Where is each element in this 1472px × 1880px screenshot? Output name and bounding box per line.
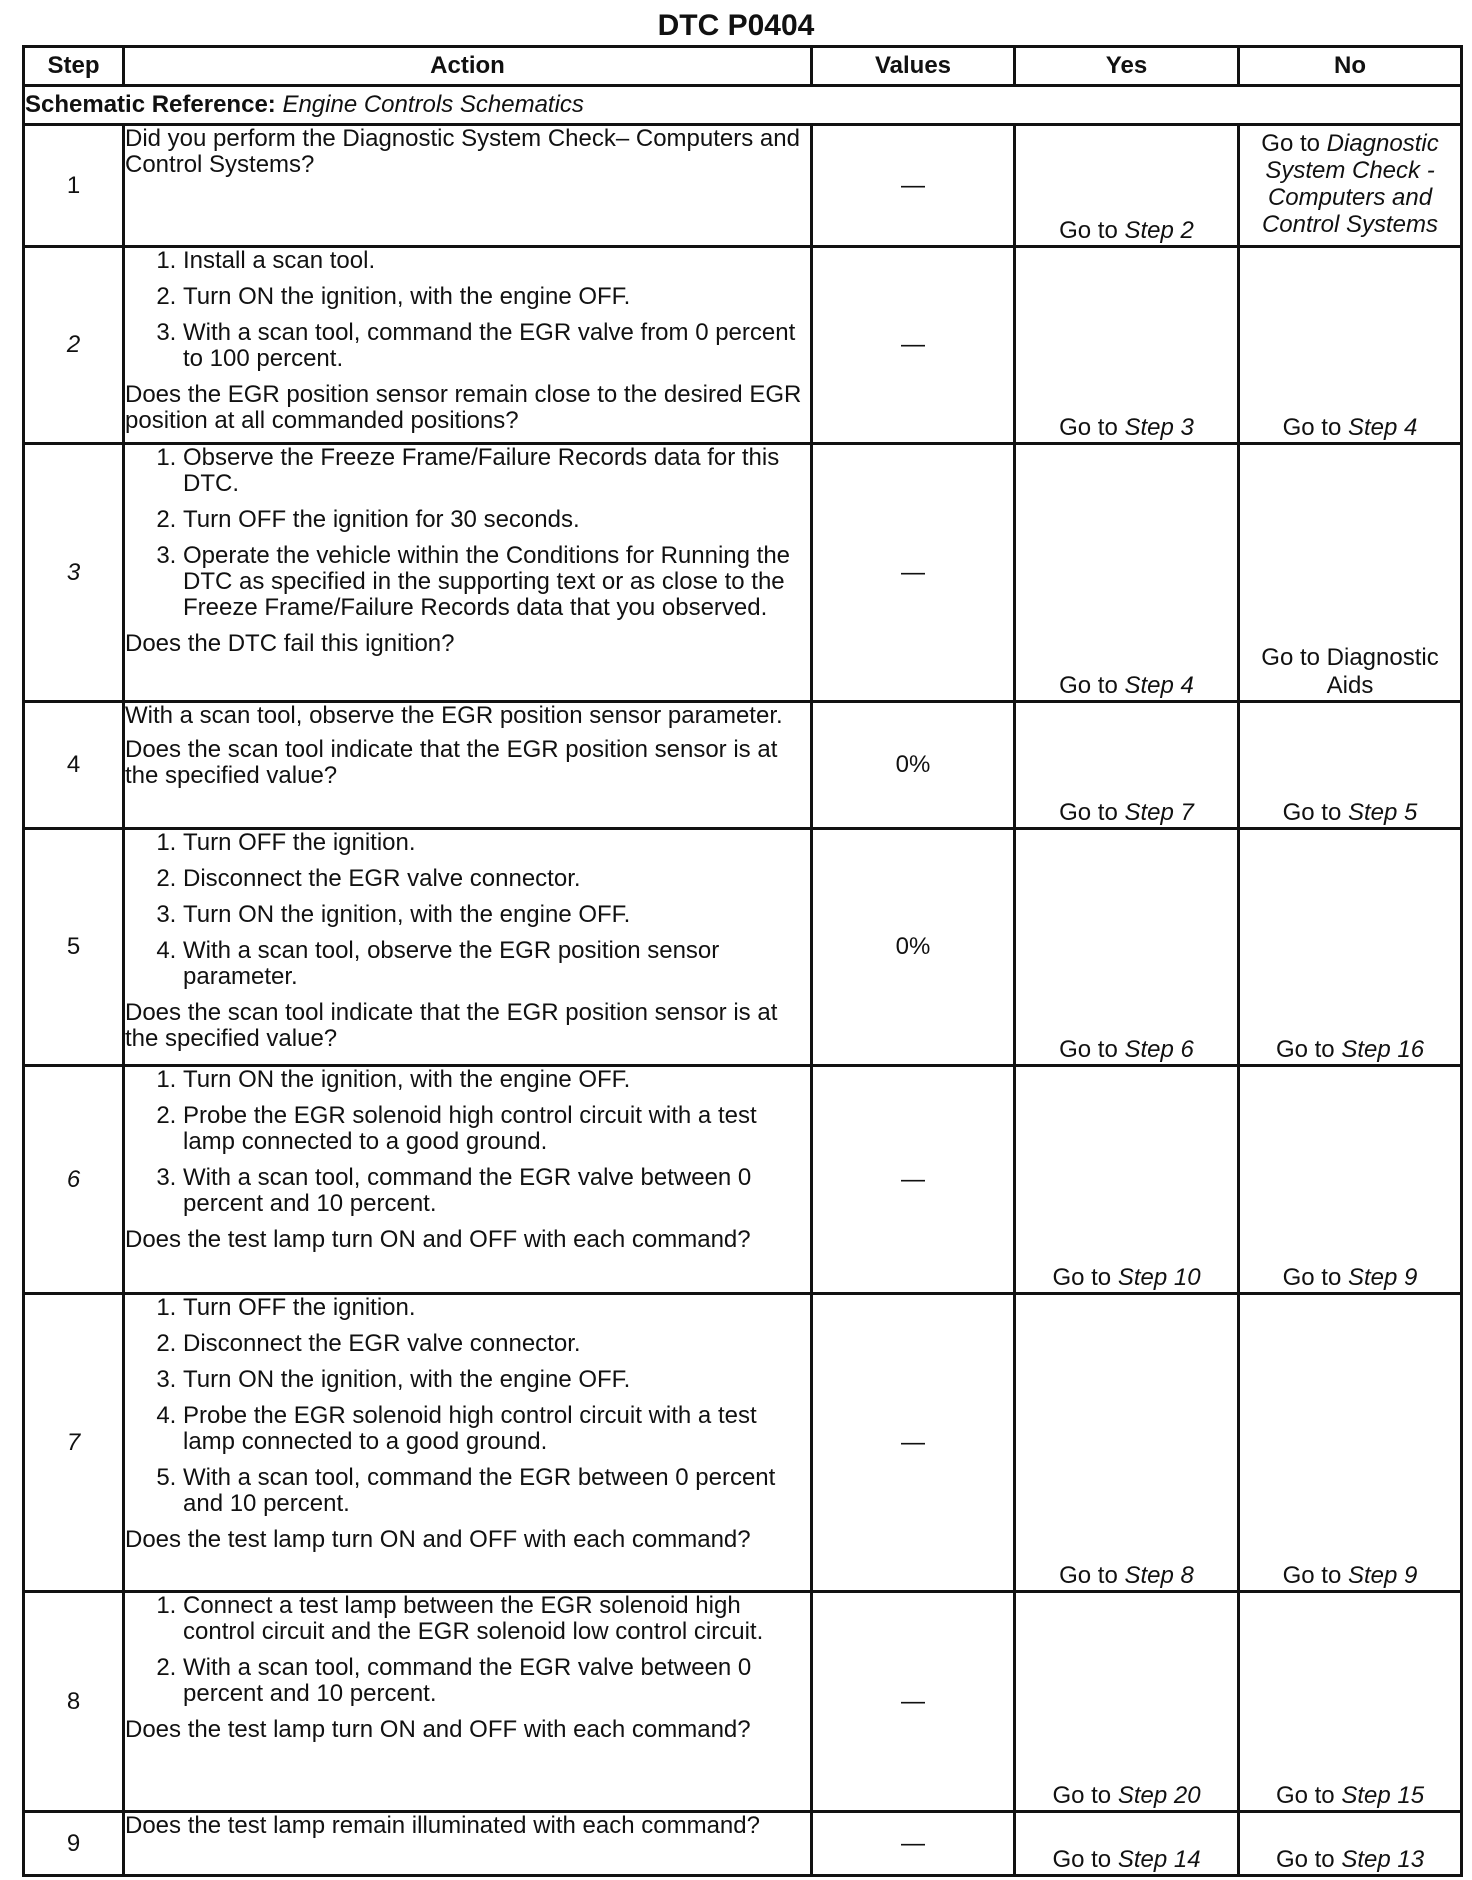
action-step-item: 1. Observe the Freeze Frame/Failure Records data for this DTC. bbox=[183, 445, 810, 497]
action-question: Did you perform the Diagnostic System Check– Computers and Control Systems? bbox=[125, 125, 800, 178]
table-row bbox=[24, 1066, 1462, 1294]
action-step-item: 1. Turn OFF the ignition. bbox=[183, 830, 810, 856]
action-step-item: 2. Disconnect the EGR valve connector. bbox=[183, 866, 810, 892]
goto-label: Go to bbox=[1052, 1782, 1112, 1809]
action-step-item: 3. Turn ON the ignition, with the engine OFF. bbox=[183, 902, 810, 928]
action-question: Does the test lamp remain illuminated with each command? bbox=[125, 1812, 760, 1839]
table-row bbox=[24, 247, 1462, 444]
no-cell bbox=[1239, 702, 1462, 829]
yes-cell bbox=[1015, 702, 1239, 829]
table-row bbox=[24, 829, 1462, 1066]
action-step-item: 3. With a scan tool, command the EGR valve between 0 percent and 10 percent. bbox=[183, 1165, 810, 1217]
action-cell bbox=[124, 829, 812, 1066]
goto-label: Go to bbox=[1052, 1846, 1112, 1873]
action-step-item: 2. Probe the EGR solenoid high control circuit with a test lamp connected to a good ground. bbox=[183, 1103, 810, 1155]
yes-step-link[interactable]: Step 6 bbox=[1124, 1036, 1194, 1063]
no-step-link[interactable]: Step 16 bbox=[1341, 1036, 1425, 1063]
action-cell bbox=[124, 125, 812, 247]
action-question: Does the test lamp turn ON and OFF with each command? bbox=[125, 1716, 751, 1743]
yes-cell bbox=[1015, 829, 1239, 1066]
no-cell bbox=[1239, 1592, 1462, 1812]
table-row bbox=[24, 702, 1462, 829]
yes-step-link[interactable]: Step 8 bbox=[1124, 1562, 1194, 1589]
yes-cell bbox=[1015, 1812, 1239, 1876]
action-cell bbox=[124, 1066, 812, 1294]
yes-cell bbox=[1015, 247, 1239, 444]
header-step: Step bbox=[24, 47, 124, 86]
value-cell: 0% bbox=[812, 829, 1015, 1066]
yes-cell bbox=[1015, 1294, 1239, 1592]
action-step-item: 5. With a scan tool, command the EGR between 0 percent and 10 percent. bbox=[183, 1465, 810, 1517]
page-title: DTC P0404 bbox=[657, 9, 815, 42]
goto-label: Go to bbox=[1275, 1782, 1335, 1809]
value-cell: — bbox=[812, 444, 1015, 702]
no-link[interactable]: Diagnostic System Check - Computers and Control Systems bbox=[1261, 130, 1439, 238]
action-cell bbox=[124, 1812, 812, 1876]
diagnostic-table bbox=[22, 45, 1463, 1877]
goto-label: Go to bbox=[1059, 217, 1118, 244]
action-steps bbox=[125, 1593, 810, 1707]
goto-label: Go to bbox=[1059, 1562, 1118, 1589]
schematic-label: Schematic Reference: bbox=[25, 91, 276, 118]
no-cell bbox=[1239, 1066, 1462, 1294]
value-cell: — bbox=[812, 1294, 1015, 1592]
goto-label: Go to bbox=[1059, 799, 1118, 826]
goto-label: Go to bbox=[1282, 1264, 1342, 1291]
step-number: 6 bbox=[24, 1066, 124, 1294]
yes-cell bbox=[1015, 444, 1239, 702]
no-step-link[interactable]: Step 9 bbox=[1347, 1264, 1418, 1291]
step-number: 2 bbox=[24, 247, 124, 444]
action-steps bbox=[125, 445, 810, 621]
goto-label: Go to bbox=[1282, 414, 1342, 441]
value-cell: — bbox=[812, 247, 1015, 444]
goto-label: Go to bbox=[1282, 799, 1342, 826]
yes-step-link[interactable]: Step 10 bbox=[1117, 1264, 1201, 1291]
action-steps bbox=[125, 248, 810, 372]
no-text[interactable]: Go to Diagnostic Aids bbox=[1261, 644, 1439, 699]
goto-label: Go to bbox=[1059, 414, 1118, 441]
no-cell bbox=[1239, 1294, 1462, 1592]
yes-step-link[interactable]: Step 2 bbox=[1124, 217, 1194, 244]
goto-label: Go to bbox=[1059, 672, 1118, 699]
action-step-item: 3. Turn ON the ignition, with the engine OFF. bbox=[183, 1367, 810, 1393]
step-number: 8 bbox=[24, 1592, 124, 1812]
goto-label: Go to bbox=[1282, 1562, 1342, 1589]
no-step-link[interactable]: Step 9 bbox=[1347, 1562, 1418, 1589]
action-step-item: 4. Probe the EGR solenoid high control circuit with a test lamp connected to a good ground. bbox=[183, 1403, 810, 1455]
action-steps bbox=[125, 1067, 810, 1217]
schematic-row bbox=[24, 86, 1462, 125]
action-question: Does the test lamp turn ON and OFF with each command? bbox=[125, 1526, 751, 1553]
header-yes: Yes bbox=[1015, 47, 1239, 86]
action-step-item: 2. Turn OFF the ignition for 30 seconds. bbox=[183, 507, 810, 533]
action-question: Does the test lamp turn ON and OFF with each command? bbox=[125, 1226, 751, 1253]
action-steps bbox=[125, 1295, 810, 1517]
action-question: Does the scan tool indicate that the EGR position sensor is at the specified value? bbox=[125, 736, 778, 789]
action-cell bbox=[124, 1592, 812, 1812]
yes-step-link[interactable]: Step 3 bbox=[1124, 414, 1194, 441]
action-question: Does the DTC fail this ignition? bbox=[125, 630, 455, 657]
goto-label: Go to bbox=[1059, 1036, 1118, 1063]
action-cell bbox=[124, 444, 812, 702]
no-cell bbox=[1239, 125, 1462, 247]
action-step-item: 2. With a scan tool, command the EGR valve between 0 percent and 10 percent. bbox=[183, 1655, 810, 1707]
action-step-item: 1. Install a scan tool. bbox=[183, 248, 810, 274]
action-question: Does the EGR position sensor remain close to the desired EGR position at all commanded positions? bbox=[125, 381, 802, 434]
no-step-link[interactable]: Step 15 bbox=[1341, 1782, 1425, 1809]
step-number: 5 bbox=[24, 829, 124, 1066]
yes-step-link[interactable]: Step 7 bbox=[1124, 799, 1194, 826]
yes-cell bbox=[1015, 1592, 1239, 1812]
value-cell: — bbox=[812, 1592, 1015, 1812]
action-step-item: 2. Disconnect the EGR valve connector. bbox=[183, 1331, 810, 1357]
header-action: Action bbox=[124, 47, 812, 86]
step-number: 7 bbox=[24, 1294, 124, 1592]
no-step-link[interactable]: Step 5 bbox=[1347, 799, 1418, 826]
action-question: Does the scan tool indicate that the EGR position sensor is at the specified value? bbox=[125, 999, 778, 1052]
yes-step-link[interactable]: Step 20 bbox=[1117, 1782, 1201, 1809]
goto-label: Go to bbox=[1261, 130, 1320, 157]
action-step-item: 2. Turn ON the ignition, with the engine OFF. bbox=[183, 284, 810, 310]
yes-step-link[interactable]: Step 14 bbox=[1117, 1846, 1201, 1873]
action-step-item: 4. With a scan tool, observe the EGR position sensor parameter. bbox=[183, 938, 810, 990]
step-number: 1 bbox=[24, 125, 124, 247]
table-row bbox=[24, 1592, 1462, 1812]
action-steps bbox=[125, 830, 810, 990]
yes-cell bbox=[1015, 1066, 1239, 1294]
yes-cell bbox=[1015, 125, 1239, 247]
action-cell bbox=[124, 247, 812, 444]
table-row bbox=[24, 1812, 1462, 1876]
action-step-item: 1. Turn ON the ignition, with the engine OFF. bbox=[183, 1067, 810, 1093]
value-cell: 0% bbox=[812, 702, 1015, 829]
no-step-link[interactable]: Step 13 bbox=[1341, 1846, 1425, 1873]
step-number: 9 bbox=[24, 1812, 124, 1876]
no-step-link[interactable]: Step 4 bbox=[1347, 414, 1418, 441]
no-cell bbox=[1239, 247, 1462, 444]
table-row bbox=[24, 1294, 1462, 1592]
step-number: 4 bbox=[24, 702, 124, 829]
action-intro: With a scan tool, observe the EGR position sensor parameter. bbox=[125, 702, 783, 729]
header-row bbox=[24, 47, 1462, 86]
table-row bbox=[24, 444, 1462, 702]
schematic-reference bbox=[24, 86, 1462, 125]
no-cell bbox=[1239, 1812, 1462, 1876]
no-cell bbox=[1239, 829, 1462, 1066]
yes-step-link[interactable]: Step 4 bbox=[1124, 672, 1194, 699]
action-step-item: 3. Operate the vehicle within the Conditions for Running the DTC as specified in the supporting text or as close to the Freeze Frame/Failure Records data that you observed. bbox=[183, 543, 810, 621]
action-step-item: 1. Connect a test lamp between the EGR solenoid high control circuit and the EGR solenoid low control circuit. bbox=[183, 1593, 810, 1645]
value-cell: — bbox=[812, 1066, 1015, 1294]
goto-label: Go to bbox=[1275, 1846, 1335, 1873]
schematic-value: Engine Controls Schematics bbox=[282, 91, 584, 118]
action-cell bbox=[124, 1294, 812, 1592]
header-no: No bbox=[1239, 47, 1462, 86]
value-cell: — bbox=[812, 1812, 1015, 1876]
action-cell bbox=[124, 702, 812, 829]
action-step-item: 1. Turn OFF the ignition. bbox=[183, 1295, 810, 1321]
goto-label: Go to bbox=[1275, 1036, 1335, 1063]
header-values: Values bbox=[812, 47, 1015, 86]
action-step-item: 3. With a scan tool, command the EGR valve from 0 percent to 100 percent. bbox=[183, 320, 810, 372]
no-cell bbox=[1239, 444, 1462, 702]
goto-label: Go to bbox=[1052, 1264, 1112, 1291]
table-row bbox=[24, 125, 1462, 247]
value-cell: — bbox=[812, 125, 1015, 247]
step-number: 3 bbox=[24, 444, 124, 702]
